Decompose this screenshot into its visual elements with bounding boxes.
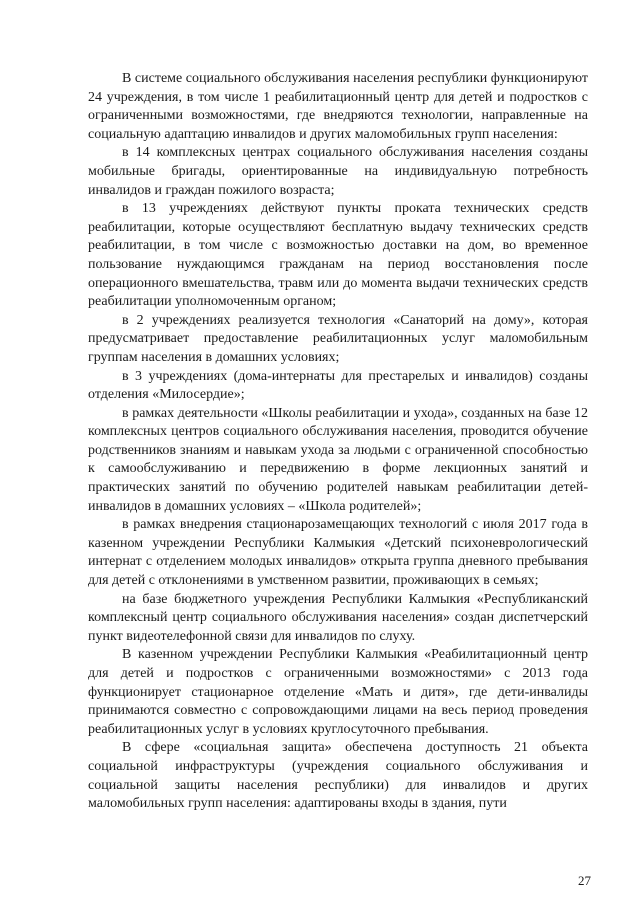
page-number: 27 xyxy=(578,873,591,888)
paragraph-rehab-school: в рамках деятельности «Школы реабилитации и ухода», созданных на базе 12 комплексных центров социального обслуживания населения, проводится обучение родственников знаниям и навыкам ухода за людьми с ограниченной способностью к самообслуживанию и передвижению в форме лекционных занятий и практических занятий по обучению родителей навыкам реабилитации детей-инвалидов в домашних условиях – «Школа родителей»; xyxy=(88,405,588,514)
paragraph-intro: В системе социального обслуживания населения республики функционируют 24 учреждения, в том числе 1 реабилитационный центр для детей и подростков с ограниченными возможностями, где внедряются технологии, направленные на социальную адаптацию инвалидов и других маломобильных групп населения: xyxy=(88,71,588,142)
paragraph-day-care-group: в рамках внедрения стационарозамещающих технологий с июля 2017 года в казенном учреждении Республики Калмыкия «Детский психоневрологический интернат с отделением молодых инвалидов» открыта группа дневного пребывания для детей с отклонениями в умственном развитии, проживающих в семьях; xyxy=(88,517,588,589)
body-text xyxy=(88,70,588,814)
paragraph-mobile-brigades: в 14 комплексных центрах социального обслуживания населения созданы мобильные бригады, ориентированные на индивидуальную потребность инвалидов и граждан пожилого возраста; xyxy=(88,145,588,198)
paragraph-home-sanatorium: в 2 учреждениях реализуется технология «Санаторий на дому», которая предусматривает предоставление реабилитационных услуг маломобильным группам населения в домашних условиях; xyxy=(88,312,588,365)
paragraph-mercy-departments: в 3 учреждениях (дома-интернаты для престарелых и инвалидов) созданы отделения «Милосердие»; xyxy=(88,368,588,403)
paragraph-accessibility: В сфере «социальная защита» обеспечена доступность 21 объекта социальной инфраструктуры (учреждения социального обслуживания и социальной защиты населения республики) для инвалидов и других маломобильных групп населения: адаптированы входы в здания, пути xyxy=(88,740,588,812)
paragraph-rental-points: в 13 учреждениях действуют пункты проката технических средств реабилитации, которые осуществляют бесплатную выдачу технических средств реабилитации, в том числе с возможностью доставки на дом, во временное пользование нуждающимся гражданам на период восстановления после операционного вмешательства, травм или до момента выдачи технических средств реабилитации уполномоченным органом; xyxy=(88,201,588,310)
paragraph-video-dispatch: на базе бюджетного учреждения Республики Калмыкия «Республиканский комплексный центр социального обслуживания населения» создан диспетчерский пункт видеотелефонной связи для инвалидов по слуху. xyxy=(88,591,588,644)
paragraph-mother-child: В казенном учреждении Республики Калмыкия «Реабилитационный центр для детей и подростков с ограниченными возможностями» с 2013 года функционирует стационарное отделение «Мать и дитя», где дети-инвалиды принимаются совместно с сопровождающими лицами на весь период проведения реабилитационных услуг в условиях круглосуточного пребывания. xyxy=(88,647,588,737)
